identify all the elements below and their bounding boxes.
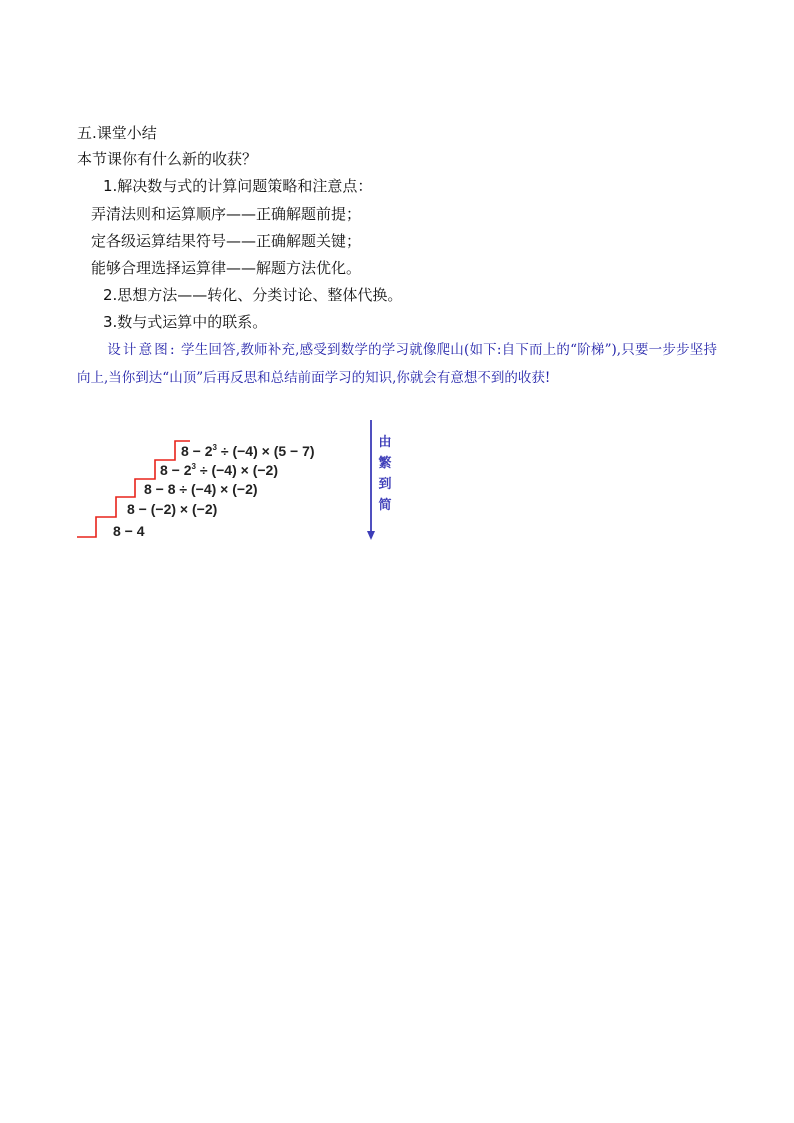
summary-question: 本节课你有什么新的收获？ [77,150,258,168]
step-expression-2: $8 - 2^3 \div (-4) \times (-2)$ [160,462,278,478]
arrow-label [378,432,392,516]
summary-point-1: 1.解决数与式的计算问题策略和注意点： [103,177,373,195]
step-expression-5: 8 − 4 [113,523,145,539]
down-arrow-icon [367,531,375,540]
summary-subpoint-1: 弄清法则和运算顺序——正确解题前提； [91,205,362,223]
design-intent-paragraph [77,336,717,392]
summary-subpoint-2: 定各级运算结果符号——正确解题关键； [91,232,362,250]
section-heading: 五.课堂小结 [77,124,157,142]
step-expression-3: 8 − 8 ÷ (−4) × (−2) [144,481,258,497]
arrow-label-char: 简 [378,498,392,513]
summary-subpoint-3: 能够合理选择运算律——解题方法优化。 [91,259,362,277]
design-intent-text: 学生回答,教师补充,感受到数学的学习就像爬山(如下:自下而上的“阶梯”),只要一步步坚持向上,当你到达“山顶”后再反思和总结前面学习的知识,你就会有意想不到的收获! [77,342,717,386]
arrow-label-char: 到 [378,477,392,492]
summary-point-2: 2.思想方法——转化、分类讨论、整体代换。 [103,286,403,304]
step-expression-1: $8 - 2^3 \div (-4) \times (5 - 7)$ [181,443,315,459]
arrow-label-char: 繁 [378,456,392,471]
design-intent-label: 设计意图: [107,342,177,358]
summary-point-3: 3.数与式运算中的联系。 [103,313,268,331]
arrow-label-char: 由 [378,435,392,450]
step-expression-4: 8 − (−2) × (−2) [127,501,218,517]
